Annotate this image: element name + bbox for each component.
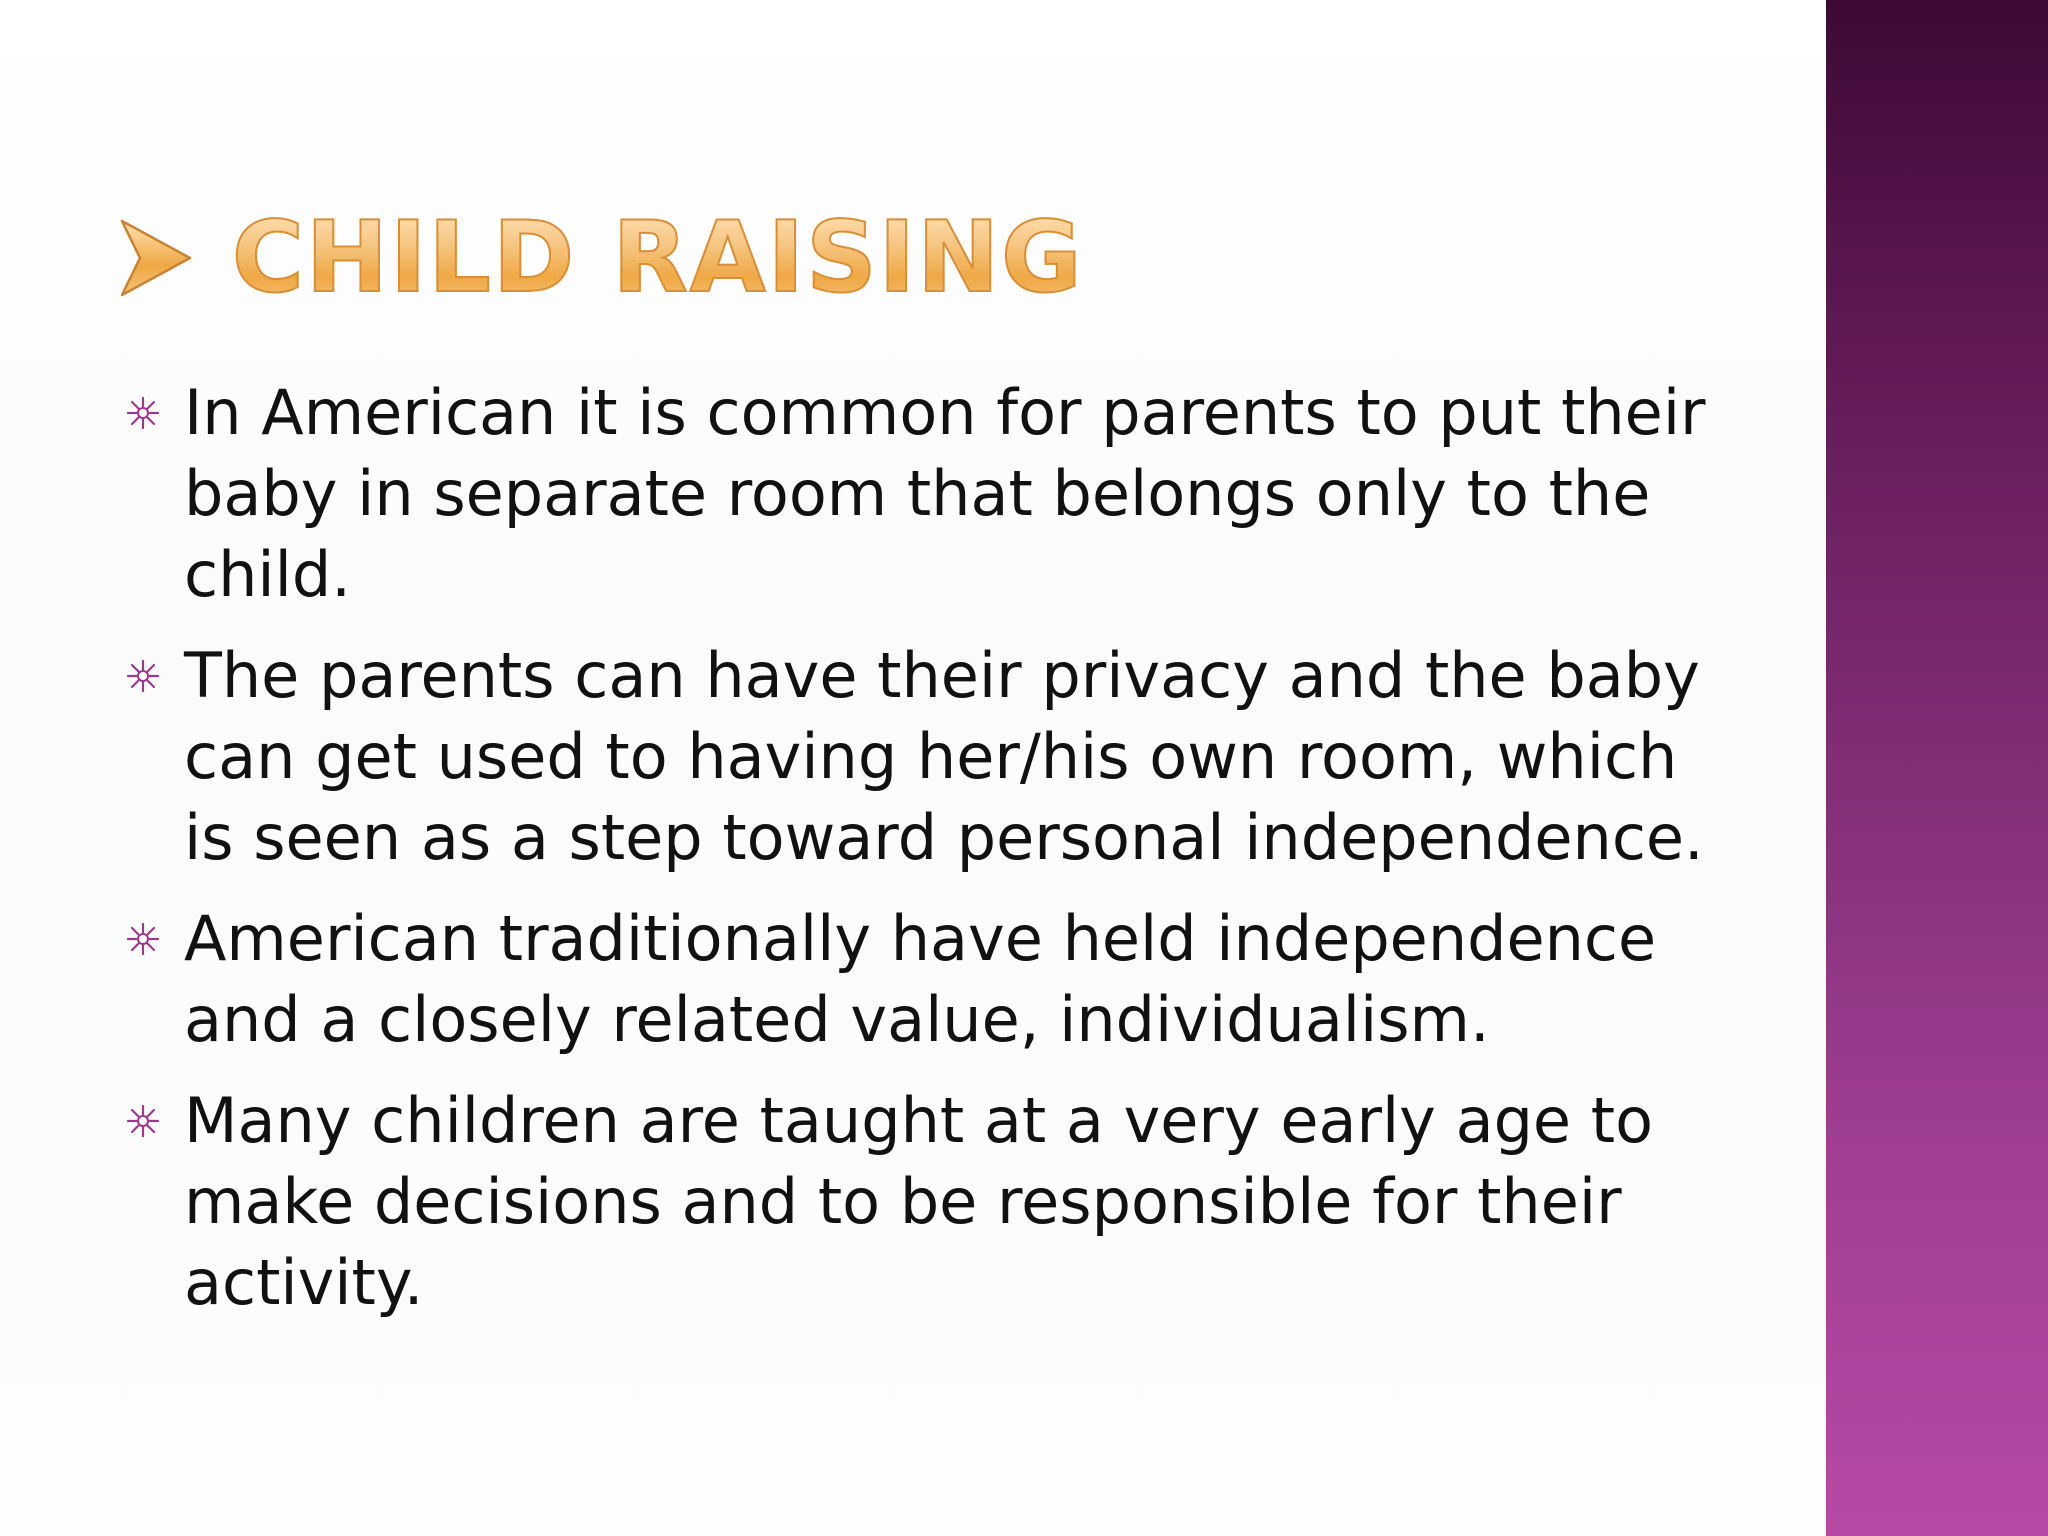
list-item [126, 372, 1726, 615]
star-burst-icon [126, 898, 184, 979]
star-burst-icon [126, 1080, 184, 1161]
title-row [118, 201, 1084, 315]
arrow-right-icon [118, 217, 194, 299]
bullet-text: The parents can have their privacy and the baby can get used to having her/his own room, which is seen as a step toward personal independence. [184, 639, 1704, 874]
bullet-text: Many children are taught at a very early age to make decisions and to be responsible for their activity. [184, 1084, 1654, 1319]
star-burst-icon [126, 635, 184, 716]
bullet-text: American traditionally have held independence and a closely related value, individualism. [184, 902, 1657, 1056]
slide-title: CHILD RAISING [232, 201, 1084, 315]
list-item [126, 1080, 1726, 1323]
bullet-text: In American it is common for parents to put their baby in separate room that belongs only to the child. [184, 376, 1706, 611]
list-item [126, 898, 1726, 1060]
list-item [126, 635, 1726, 878]
star-burst-icon [126, 372, 184, 453]
bullet-list [126, 372, 1726, 1343]
decorative-side-bar [1826, 0, 2048, 1536]
